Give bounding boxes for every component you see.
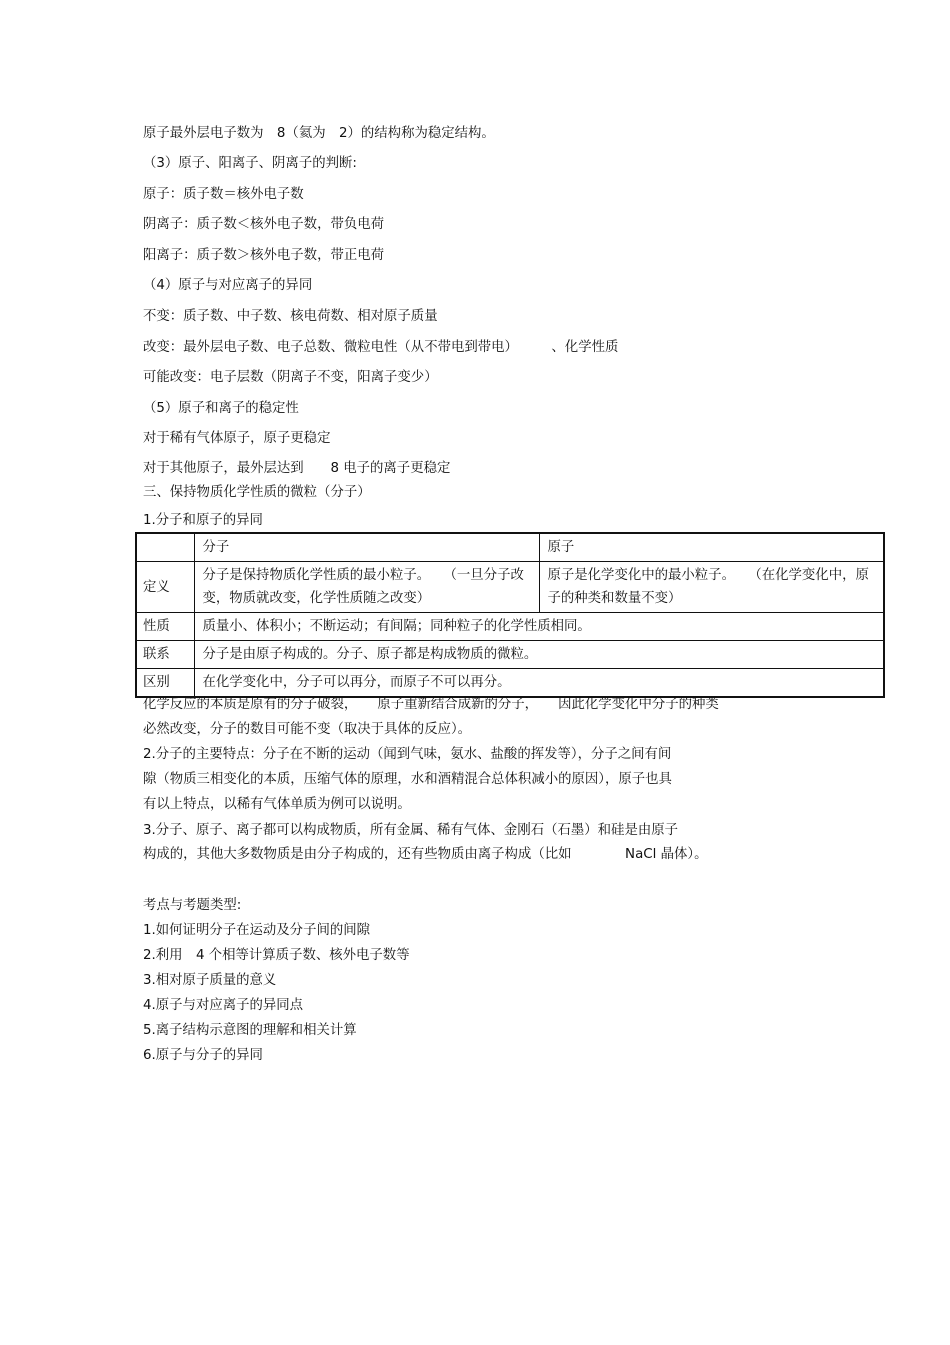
text-line-stable-structure: 原子最外层电子数为 8（氦为 2）的结构称为稳定结构。 bbox=[143, 126, 495, 141]
table-row bbox=[136, 613, 884, 641]
text-line-matter-composition-1: 3.分子、原子、离子都可以构成物质，所有金属、稀有气体、金刚石（石墨）和硅是由原子 bbox=[143, 823, 679, 838]
list-item: 6.原子与分子的异同 bbox=[143, 1048, 263, 1063]
row-label-definition: 定义 bbox=[136, 562, 194, 613]
text-line-unchanged: 不变：质子数、中子数、核电荷数、相对原子质量 bbox=[143, 309, 438, 324]
heading-5-stability: （5）原子和离子的稳定性 bbox=[143, 401, 299, 416]
text-line-other-atoms: 对于其他原子，最外层达到 8 电子的离子更稳定 bbox=[143, 461, 451, 476]
text-line-molecule-features-3: 有以上特点，以稀有气体单质为例可以说明。 bbox=[143, 797, 411, 812]
section-heading-molecule: 三、保持物质化学性质的微粒（分子） bbox=[143, 485, 371, 500]
row-label-difference: 区别 bbox=[136, 669, 194, 698]
text-line-atom: 原子：质子数＝核外电子数 bbox=[143, 187, 304, 202]
text-line-reaction-essence-1: 化学反应的本质是原有的分子破裂， 原子重新结合成新的分子， 因此化学变化中分子的种类 bbox=[143, 697, 719, 712]
row-label-connection: 联系 bbox=[136, 641, 194, 669]
text-line-reaction-essence-2: 必然改变，分子的数目可能不变（取决于具体的反应）。 bbox=[143, 722, 472, 737]
cell-atom-definition: 原子是化学变化中的最小粒子。 （在化学变化中，原子的种类和数量不变） bbox=[539, 562, 884, 613]
table-header-empty bbox=[136, 533, 194, 562]
text-line-molecule-features-1: 2.分子的主要特点：分子在不断的运动（闻到气味，氨水、盐酸的挥发等），分子之间有间 bbox=[143, 747, 672, 762]
text-line-noble-gas: 对于稀有气体原子，原子更稳定 bbox=[143, 431, 331, 446]
heading-4-atom-ion-comparison: （4）原子与对应离子的异同 bbox=[143, 278, 313, 293]
text-line-matter-composition-2: 构成的，其他大多数物质是由分子构成的，还有些物质由离子构成（比如 NaCl 晶体）。 bbox=[143, 847, 708, 862]
text-line-maybe-changed: 可能改变：电子层数（阴离子不变，阳离子变少） bbox=[143, 370, 438, 385]
table-row bbox=[136, 669, 884, 698]
cell-property: 质量小、体积小；不断运动；有间隔；同种粒子的化学性质相同。 bbox=[194, 613, 884, 641]
list-item: 2.利用 4 个相等计算质子数、核外电子数等 bbox=[143, 948, 410, 963]
table-row bbox=[136, 641, 884, 669]
text-line-anion: 阴离子：质子数＜核外电子数，带负电荷 bbox=[143, 217, 385, 232]
table-header-row bbox=[136, 533, 884, 562]
heading-exam-points: 考点与考题类型: bbox=[143, 898, 242, 913]
text-line-cation: 阳离子：质子数＞核外电子数，带正电荷 bbox=[143, 248, 385, 263]
cell-difference: 在化学变化中，分子可以再分，而原子不可以再分。 bbox=[194, 669, 884, 698]
list-item: 1.如何证明分子在运动及分子间的间隙 bbox=[143, 923, 371, 938]
table-header-atom: 原子 bbox=[539, 533, 884, 562]
cell-connection: 分子是由原子构成的。分子、原子都是构成物质的微粒。 bbox=[194, 641, 884, 669]
text-line-molecule-features-2: 隙（物质三相变化的本质，压缩气体的原理，水和酒精混合总体积减小的原因），原子也具 bbox=[143, 772, 672, 787]
list-item: 4.原子与对应离子的异同点 bbox=[143, 998, 304, 1013]
comparison-table bbox=[135, 532, 885, 698]
subheading-molecule-atom-comparison: 1.分子和原子的异同 bbox=[143, 513, 263, 528]
cell-molecule-definition: 分子是保持物质化学性质的最小粒子。 （一旦分子改变，物质就改变，化学性质随之改变） bbox=[194, 562, 539, 613]
heading-3-ion-judgment: （3）原子、阳离子、阴离子的判断: bbox=[143, 156, 357, 171]
row-label-property: 性质 bbox=[136, 613, 194, 641]
table-header-molecule: 分子 bbox=[194, 533, 539, 562]
list-item: 5.离子结构示意图的理解和相关计算 bbox=[143, 1023, 357, 1038]
text-line-changed: 改变：最外层电子数、电子总数、微粒电性（从不带电到带电） 、化学性质 bbox=[143, 340, 619, 355]
list-item: 3.相对原子质量的意义 bbox=[143, 973, 277, 988]
table-row bbox=[136, 562, 884, 613]
